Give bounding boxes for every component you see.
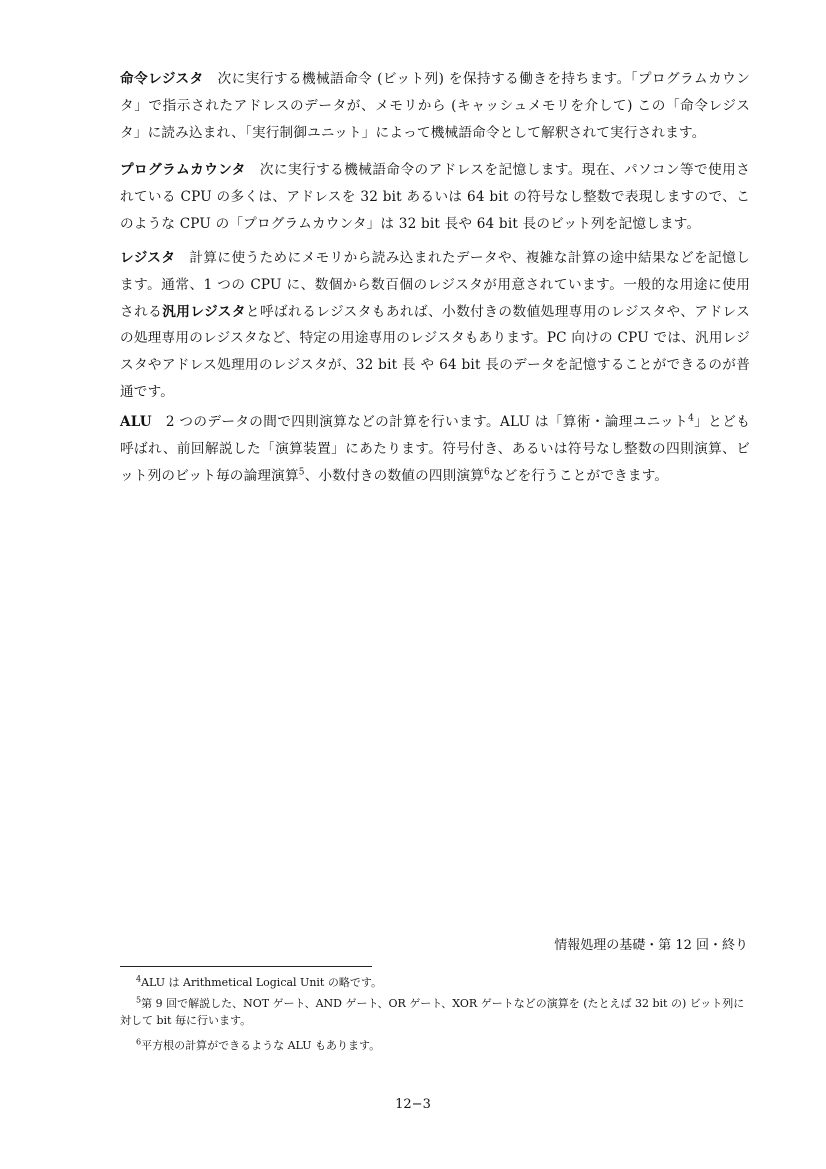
footnote-mark: 4 [136, 974, 142, 984]
paragraph-text: 、小数付きの数値の四則演算 [304, 467, 485, 484]
page-number: 12−3 [395, 1097, 431, 1112]
paragraph-instruction-register [120, 66, 750, 146]
paragraph-text: 次に実行する機械語命令 (ビット列) を保持する働きを持ちます。「プログラムカウンタ」で指示されたアドレスのデータが、メモリから (キャッシュメモリを介して) この「命令レジスタ」に読み込まれ、「実行制御ユニット」によって機械語命令として解釈されて実行されます。 [120, 71, 750, 141]
footnote-mark: 5 [136, 995, 142, 1005]
footnote-mark: 6 [136, 1037, 142, 1047]
term-register: レジスタ [120, 250, 176, 266]
footnote-ref-6[interactable]: 6 [484, 467, 490, 478]
paragraph-program-counter [120, 157, 750, 237]
paragraph-alu [120, 409, 750, 489]
paragraph-text: などを行うことができます。 [489, 467, 669, 484]
footnote-6 [120, 1037, 750, 1054]
paragraph-text: 計算に使うためにメモリから読み込まれたデータや、複雑な計算の途中結果などを記憶します。通常、1 つの CPU に、数個から数百個のレジスタが用意されています。一般的な用途に使用される [120, 250, 750, 320]
footnote-text: ALU は Arithmetical Logical Unit の略です。 [141, 976, 382, 989]
footnote-ref-5[interactable]: 5 [298, 467, 305, 478]
term-alu: ALU [120, 414, 152, 430]
paragraph-text: 2 つのデータの間で四則演算などの計算を行います。ALU は「算術・論理ユニット [165, 414, 689, 430]
footnote-4 [120, 974, 750, 991]
paragraph-text: と呼ばれるレジスタもあれば、小数付きの数値処理専用のレジスタや、アドレスの処理専用のレジスタなど、特定の用途専用のレジスタもあります。PC 向けの CPU では、汎用レジスタやアドレス処理用のレジスタが、32 bit 長 や 64 bit 長のデータを記憶することができるのが普通です。 [120, 303, 750, 400]
paragraph-register [120, 245, 750, 406]
paragraph-text: 次に実行する機械語命令のアドレスを記憶します。現在、パソコン等で使用されている CPU の多くは、アドレスを 32 bit あるいは 64 bit の符号なし整数で表現しますので、このような CPU の「プログラムカウンタ」は 32 bit 長や 64 bit 長のビット列を記憶します。 [120, 162, 750, 232]
term-general-purpose-register: 汎用レジスタ [162, 303, 246, 320]
footnote-text: 平方根の計算ができるような ALU もあります。 [141, 1039, 381, 1052]
footnote-5 [120, 995, 750, 1029]
footnote-text: 第 9 回で解説した、NOT ゲート、AND ゲート、OR ゲート、XOR ゲートなどの演算を (たとえば 32 bit の) ビット列に対して bit 毎に行います。 [120, 997, 745, 1027]
term-instruction-register: 命令レジスタ [120, 71, 204, 87]
term-program-counter: プログラムカウンタ [120, 162, 246, 178]
footnote-divider [120, 966, 372, 967]
end-note: 情報処理の基礎・第 12 回・終り [554, 938, 748, 953]
paragraph-text: 」とども呼ばれ、前回解説した「演算装置」にあたります。符号付き、あるいは符号なし整数の四則演算、ビット列のビット毎の論理演算 [120, 414, 750, 484]
footnote-ref-4[interactable]: 4 [688, 413, 695, 424]
